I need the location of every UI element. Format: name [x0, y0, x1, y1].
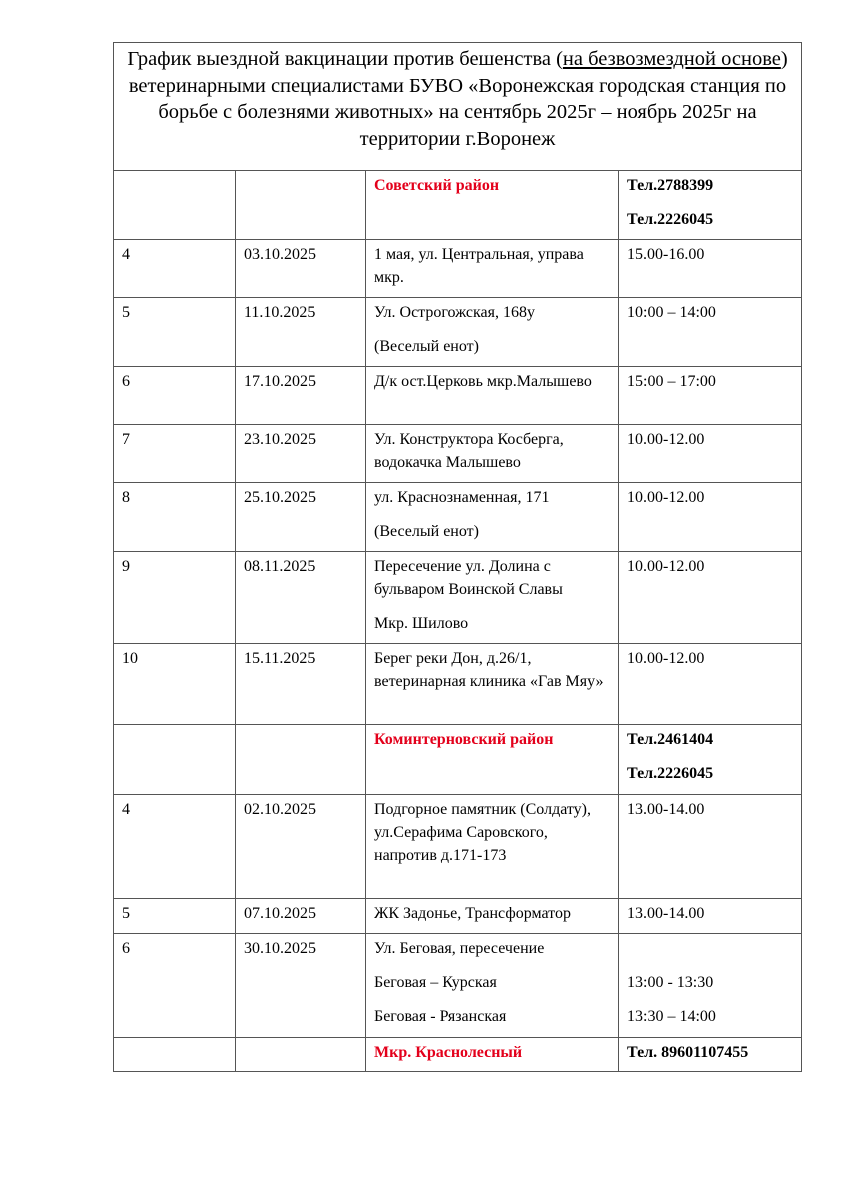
place-text: ЖК Задонье, Трансформатор — [374, 905, 571, 922]
time-cell — [619, 795, 802, 899]
time-text: 10.00-12.00 — [627, 431, 705, 448]
place-text: Д/к ост.Церковь мкр.Малышево — [374, 373, 592, 390]
time-cell — [619, 483, 802, 552]
date-cell — [236, 552, 366, 644]
row-number-cell — [114, 425, 236, 483]
time-text: 10:00 – 14:00 — [627, 304, 716, 321]
row-number-cell — [114, 367, 236, 425]
row-number-cell — [114, 240, 236, 298]
district-name: Мкр. Краснолесный — [374, 1044, 523, 1061]
place-cell — [366, 644, 619, 725]
title-text-end: ) ветеринарными специалистами БУВО «Воронежская городская станция по борьбе с болезнями животных» на сентябрь 2025г – ноябрь 2025г на территории г.Воронеж — [128, 48, 788, 150]
place-text: Ул. Острогожская, 168у — [374, 304, 535, 321]
date-cell — [236, 934, 366, 1038]
place-text: Беговая - Рязанская — [374, 1008, 507, 1025]
place-cell — [366, 899, 619, 934]
row-number: 9 — [122, 558, 130, 575]
empty-number-cell — [114, 171, 236, 240]
table-row — [114, 240, 802, 298]
district-phones-cell — [619, 1038, 802, 1072]
district-name-cell — [366, 725, 619, 795]
empty-number-cell — [114, 1038, 236, 1072]
date: 02.10.2025 — [244, 801, 316, 818]
time-text: 15:00 – 17:00 — [627, 373, 716, 390]
row-number-cell — [114, 644, 236, 725]
time-text: 13:30 – 14:00 — [627, 1008, 716, 1025]
row-number: 7 — [122, 431, 130, 448]
date-cell — [236, 795, 366, 899]
place-text: Беговая – Курская — [374, 974, 497, 991]
time-cell — [619, 644, 802, 725]
row-number: 5 — [122, 304, 130, 321]
title-text-start: График выездной вакцинации против бешенства ( — [127, 48, 563, 70]
phone-number: Тел. 89601107455 — [627, 1044, 749, 1061]
phone-number: Тел.2226045 — [627, 211, 714, 228]
time-text: 10.00-12.00 — [627, 650, 705, 667]
document-title — [114, 43, 802, 171]
phone-number: Тел.2461404 — [627, 731, 714, 748]
time-text: 15.00-16.00 — [627, 246, 705, 263]
district-header-row — [114, 725, 802, 795]
place-cell — [366, 483, 619, 552]
place-cell — [366, 298, 619, 367]
row-number-cell — [114, 934, 236, 1038]
date: 25.10.2025 — [244, 489, 316, 506]
time-cell — [619, 425, 802, 483]
row-number: 4 — [122, 246, 130, 263]
row-number: 4 — [122, 801, 130, 818]
time-cell — [619, 934, 802, 1038]
date: 30.10.2025 — [244, 940, 316, 957]
table-row — [114, 552, 802, 644]
place-text: Мкр. Шилово — [374, 615, 469, 632]
date-cell — [236, 899, 366, 934]
phone-number: Тел.2226045 — [627, 765, 714, 782]
table-row — [114, 899, 802, 934]
place-text: 1 мая, ул. Центральная, управа мкр. — [374, 246, 584, 286]
place-text: ул. Краснознаменная, 171 — [374, 489, 550, 506]
district-phones-cell — [619, 171, 802, 240]
district-phones-cell — [619, 725, 802, 795]
row-number: 5 — [122, 905, 130, 922]
date: 07.10.2025 — [244, 905, 316, 922]
table-row — [114, 298, 802, 367]
district-name-cell — [366, 1038, 619, 1072]
date: 03.10.2025 — [244, 246, 316, 263]
date: 11.10.2025 — [244, 304, 316, 321]
empty-number-cell — [114, 725, 236, 795]
date-cell — [236, 483, 366, 552]
title-underlined-text: на безвозмездной основе — [562, 48, 781, 70]
row-number: 8 — [122, 489, 130, 506]
place-cell — [366, 425, 619, 483]
date-cell — [236, 644, 366, 725]
place-text: Ул. Беговая, пересечение — [374, 940, 545, 957]
phone-number: Тел.2788399 — [627, 177, 714, 194]
date: 23.10.2025 — [244, 431, 316, 448]
empty-date-cell — [236, 1038, 366, 1072]
date: 08.11.2025 — [244, 558, 316, 575]
place-cell — [366, 552, 619, 644]
place-text: Берег реки Дон, д.26/1, ветеринарная клиника «Гав Мяу» — [374, 650, 604, 690]
row-number-cell — [114, 298, 236, 367]
time-cell — [619, 367, 802, 425]
time-text: 13:00 - 13:30 — [627, 974, 714, 991]
place-text: (Веселый енот) — [374, 523, 479, 540]
table-row — [114, 483, 802, 552]
title-row — [114, 43, 802, 171]
district-header-row — [114, 1038, 802, 1072]
row-number-cell — [114, 899, 236, 934]
place-text: Подгорное памятник (Солдату), ул.Серафима Саровского, напротив д.171-173 — [374, 801, 592, 864]
row-number-cell — [114, 483, 236, 552]
place-cell — [366, 795, 619, 899]
date-cell — [236, 367, 366, 425]
row-number: 6 — [122, 940, 130, 957]
place-text: Пересечение ул. Долина с бульваром Воинской Славы — [374, 558, 563, 598]
empty-date-cell — [236, 725, 366, 795]
empty-date-cell — [236, 171, 366, 240]
district-name-cell — [366, 171, 619, 240]
row-number-cell — [114, 552, 236, 644]
table-row — [114, 934, 802, 1038]
time-cell — [619, 298, 802, 367]
place-text: Ул. Конструктора Косберга, водокачка Малышево — [374, 431, 564, 471]
district-header-row — [114, 171, 802, 240]
district-name: Советский район — [374, 177, 500, 194]
place-text: (Веселый енот) — [374, 338, 479, 355]
table-row — [114, 367, 802, 425]
time-cell — [619, 552, 802, 644]
place-cell — [366, 934, 619, 1038]
table-row — [114, 425, 802, 483]
date: 17.10.2025 — [244, 373, 316, 390]
row-number-cell — [114, 795, 236, 899]
date-cell — [236, 425, 366, 483]
time-cell — [619, 899, 802, 934]
date: 15.11.2025 — [244, 650, 316, 667]
place-cell — [366, 240, 619, 298]
date-cell — [236, 240, 366, 298]
time-cell — [619, 240, 802, 298]
time-text: 13.00-14.00 — [627, 801, 705, 818]
time-text: 10.00-12.00 — [627, 558, 705, 575]
place-cell — [366, 367, 619, 425]
row-number: 6 — [122, 373, 130, 390]
time-text: 10.00-12.00 — [627, 489, 705, 506]
vaccination-schedule-document — [113, 42, 801, 1072]
schedule-table — [113, 42, 802, 1072]
district-name: Коминтерновский район — [374, 731, 554, 748]
time-spacer — [627, 937, 794, 960]
time-text: 13.00-14.00 — [627, 905, 705, 922]
date-cell — [236, 298, 366, 367]
row-number: 10 — [122, 650, 138, 667]
table-row — [114, 795, 802, 899]
table-row — [114, 644, 802, 725]
